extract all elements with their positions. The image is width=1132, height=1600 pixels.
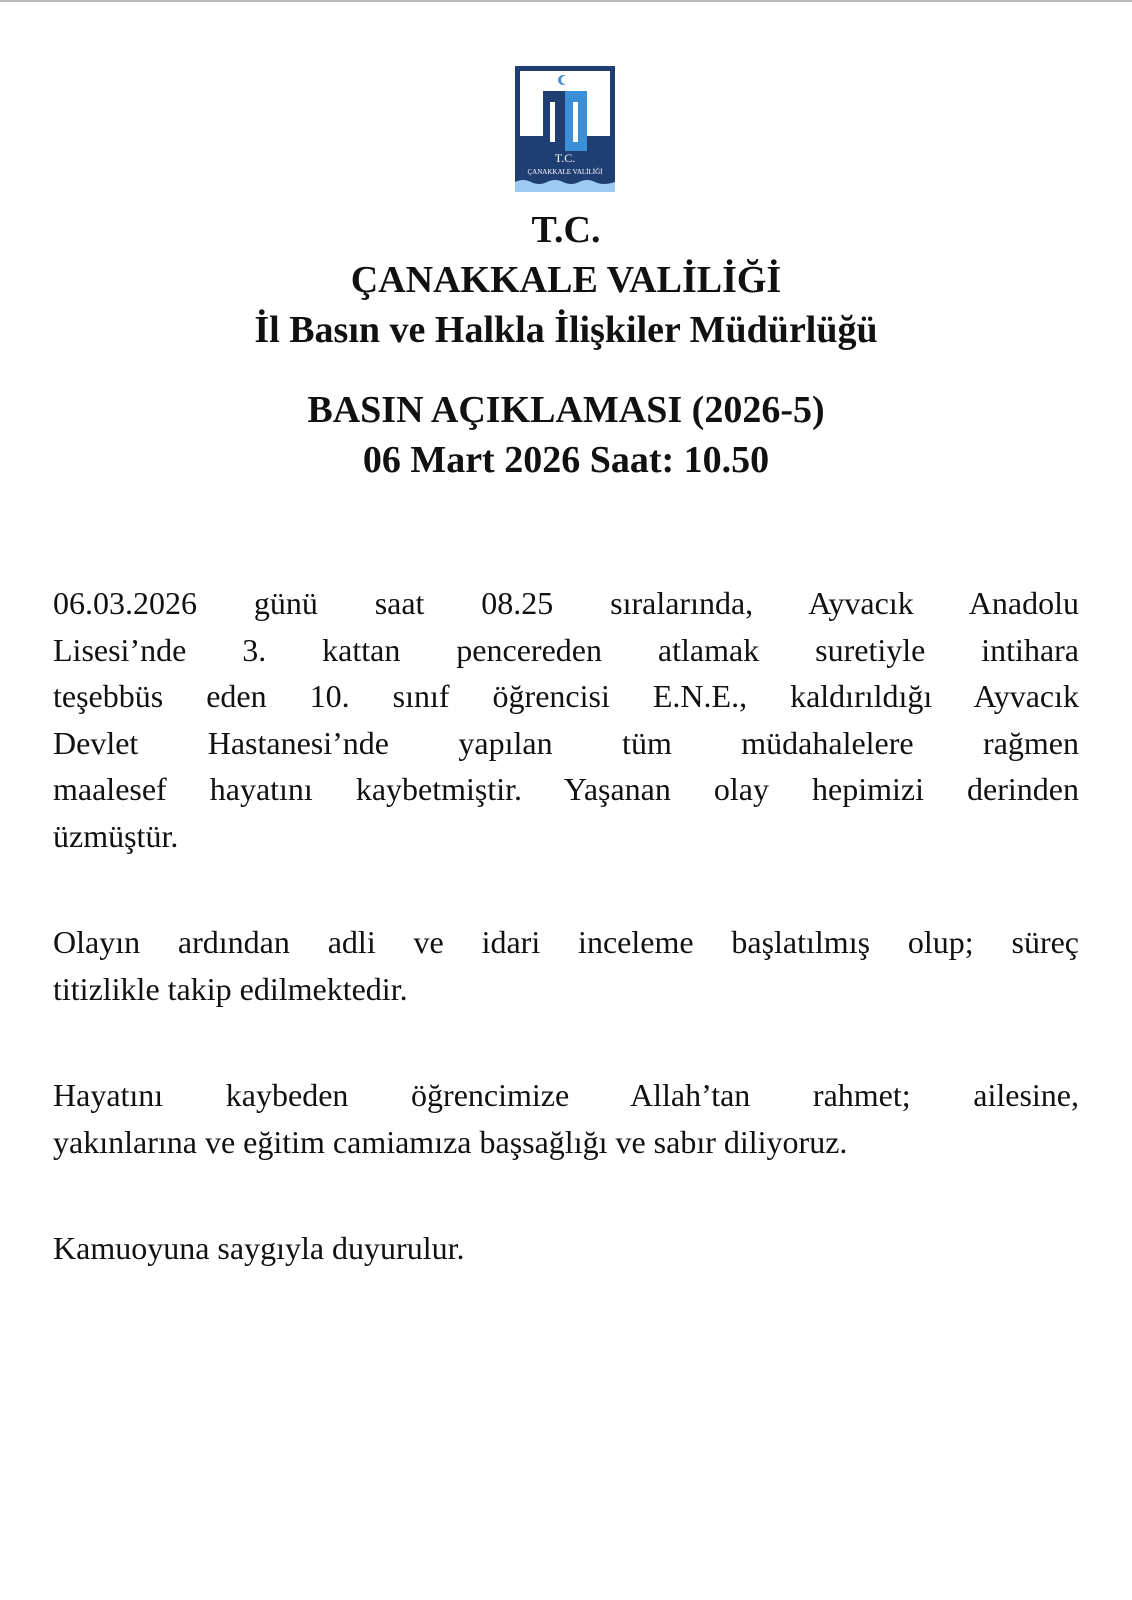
paragraph-line: yakınlarına ve eğitim camiamıza başsağlığı ve sabır diliyoruz. (53, 1123, 848, 1160)
svg-text:T.C.: T.C. (554, 151, 576, 165)
paragraph-line: teşebbüs eden 10. sınıf öğrencisi E.N.E., kaldırıldığı Ayvacık (53, 678, 1079, 714)
press-release-body (53, 580, 1079, 1332)
header-valilik: ÇANAKKALE VALİLİĞİ (350, 259, 782, 301)
header-tc: T.C. (531, 209, 601, 251)
header-directorate: İl Basın ve Halkla İlişkiler Müdürlüğü (254, 309, 878, 351)
press-release-date: 06 Mart 2026 Saat: 10.50 (362, 439, 770, 481)
press-release-title: BASIN AÇIKLAMASI (2026-5) (307, 389, 825, 431)
paragraph (53, 1072, 1079, 1165)
document-header (0, 205, 1132, 485)
paragraph (53, 919, 1079, 1012)
paragraph-line: Olayın ardından adli ve idari inceleme başlatılmış olup; süreç (53, 924, 1079, 960)
paragraph-line: Lisesi’nde 3. kattan pencereden atlamak suretiyle intihara (53, 631, 1079, 668)
paragraph-line: maalesef hayatını kaybetmiştir. Yaşanan olay hepimizi derinden (53, 771, 1079, 807)
paragraph-line: Devlet Hastanesi’nde yapılan tüm müdahalelere rağmen (53, 724, 1079, 761)
svg-text:ÇANAKKALE VALİLİĞİ: ÇANAKKALE VALİLİĞİ (527, 168, 603, 176)
paragraph-line: 06.03.2026 günü saat 08.25 sıralarında, Ayvacık Anadolu (53, 585, 1079, 621)
paragraph-line: üzmüştür. (53, 817, 179, 854)
paragraph-line: titizlikle takip edilmektedir. (53, 970, 408, 1007)
paragraph-line: Kamuoyuna saygıyla duyurulur. (53, 1230, 465, 1266)
canakkale-valiligi-logo (515, 66, 615, 192)
top-border (0, 0, 1132, 2)
paragraph (53, 1225, 1079, 1272)
paragraph-line: Hayatını kaybeden öğrencimize Allah’tan rahmet; ailesine, (53, 1077, 1079, 1113)
paragraph (53, 580, 1079, 859)
